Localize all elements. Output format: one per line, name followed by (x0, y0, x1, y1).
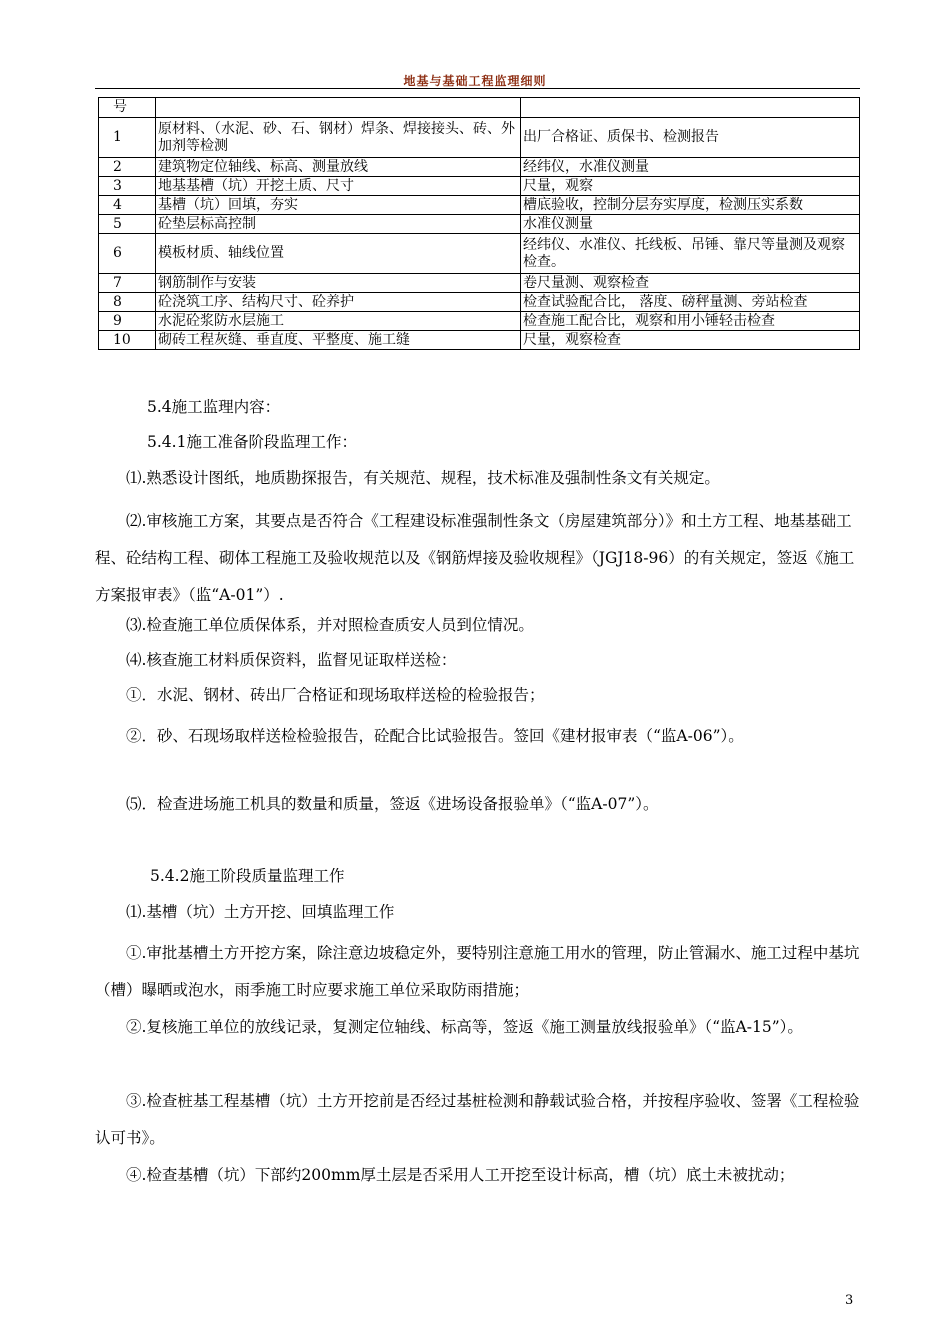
table-cell: 建筑物定位轴线、标高、测量放线 (156, 158, 521, 177)
table-cell: 水准仪测量 (521, 215, 860, 234)
table-cell: 砼浇筑工序、结构尺寸、砼养护 (156, 293, 521, 312)
table-cell: 原材料、（水泥、砂、石、钢材）焊条、焊接接头、砖、外加剂等检测 (156, 118, 521, 158)
table-row (99, 158, 860, 177)
paragraph: ⑵.审核施工方案，其要点是否符合《工程建设标准强制性条文（房屋建筑部分）》和土方工程、地基基础工程、砼结构工程、砌体工程施工及验收规范以及《钢筋焊接及验收规程》（JGJ18-96）的有关规定，签返《施工方案报审表》（监“A-01”）. (95, 512, 855, 604)
paragraph: ②．砂、石现场取样送检检验报告，砼配合比试验报告。签回《建材报审表（“监A-06”）。 (126, 727, 744, 745)
section-heading-5-4-2: 5.4.2施工阶段质量监理工作 (150, 867, 345, 885)
table-cell: 3 (99, 177, 156, 196)
table-cell: 尺量，观察 (521, 177, 860, 196)
table-cell: 尺量，观察检查 (521, 331, 860, 350)
paragraph: ⑸．检查进场施工机具的数量和质量，签返《进场设备报验单》（“监A-07”）。 (126, 795, 659, 813)
table-row (99, 331, 860, 350)
table-row (99, 177, 860, 196)
table-cell: 1 (99, 118, 156, 158)
paragraph: ①.审批基槽土方开挖方案，除注意边坡稳定外，要特别注意施工用水的管理，防止管漏水、施工过程中基坑（槽）曝晒或泡水，雨季施工时应要求施工单位采取防雨措施； (95, 944, 860, 999)
table-cell: 10 (99, 331, 156, 350)
table-cell: 水泥砼浆防水层施工 (156, 312, 521, 331)
table-cell: 4 (99, 196, 156, 215)
table-cell: 基槽（坑）回填，夯实 (156, 196, 521, 215)
table-cell: 2 (99, 158, 156, 177)
table-row (99, 196, 860, 215)
table-cell: 地基基槽（坑）开挖土质、尺寸 (156, 177, 521, 196)
table-cell: 钢筋制作与安装 (156, 274, 521, 293)
paragraph: ④.检查基槽（坑）下部约200mm厚土层是否采用人工开挖至设计标高，槽（坑）底土未被扰动； (126, 1166, 795, 1184)
table-cell: 7 (99, 274, 156, 293)
running-header: 地基与基础工程监理细则 (403, 74, 547, 88)
section-heading-5-4-1: 5.4.1施工准备阶段监理工作： (147, 433, 357, 451)
table-cell: 6 (99, 234, 156, 274)
table-cell (521, 98, 860, 118)
page-number: 3 (845, 1293, 854, 1308)
inspection-table (98, 97, 860, 350)
table-row (99, 312, 860, 331)
table-cell: 模板材质、轴线位置 (156, 234, 521, 274)
paragraph: ③.检查桩基工程基槽（坑）土方开挖前是否经过基桩检测和静载试验合格，并按程序验收、签署《工程检验认可书》。 (95, 1092, 860, 1147)
table-cell (156, 98, 521, 118)
table-row (99, 118, 860, 158)
table-cell: 号 (99, 98, 156, 118)
table-cell: 砌砖工程灰缝、垂直度、平整度、施工缝 (156, 331, 521, 350)
table-cell: 槽底验收，控制分层夯实厚度，检测压实系数 (521, 196, 860, 215)
table-cell: 经纬仪、水准仪、托线板、吊锤、靠尺等量测及观察检查。 (521, 234, 860, 274)
table-header-row (99, 98, 860, 118)
table-cell: 检查施工配合比，观察和用小锤轻击检查 (521, 312, 860, 331)
paragraph: ⑴.基槽（坑）土方开挖、回填监理工作 (126, 903, 395, 921)
table-cell: 检查试验配合比， 落度、磅秤量测、旁站检查 (521, 293, 860, 312)
table-row (99, 293, 860, 312)
table-row (99, 274, 860, 293)
table-cell: 卷尺量测、观察检查 (521, 274, 860, 293)
table-cell: 砼垫层标高控制 (156, 215, 521, 234)
paragraph: ②.复核施工单位的放线记录，复测定位轴线、标高等，签返《施工测量放线报验单》（“监A-15”）。 (126, 1018, 803, 1036)
paragraph: ⑴.熟悉设计图纸，地质勘探报告，有关规范、规程，技术标准及强制性条文有关规定。 (126, 469, 720, 487)
table-cell: 经纬仪，水准仪测量 (521, 158, 860, 177)
section-heading-5-4: 5.4施工监理内容： (147, 398, 281, 416)
paragraph: ①．水泥、钢材、砖出厂合格证和现场取样送检的检验报告； (126, 686, 545, 704)
table-cell: 8 (99, 293, 156, 312)
table-cell: 9 (99, 312, 156, 331)
header-rule (95, 88, 860, 89)
table-row (99, 215, 860, 234)
table-cell: 出厂合格证、质保书、检测报告 (521, 118, 860, 158)
table-row (99, 234, 860, 274)
paragraph: ⑶.检查施工单位质保体系，并对照检查质安人员到位情况。 (126, 616, 534, 634)
paragraph: ⑷.核查施工材料质保资料，监督见证取样送检： (126, 651, 457, 669)
table-cell: 5 (99, 215, 156, 234)
